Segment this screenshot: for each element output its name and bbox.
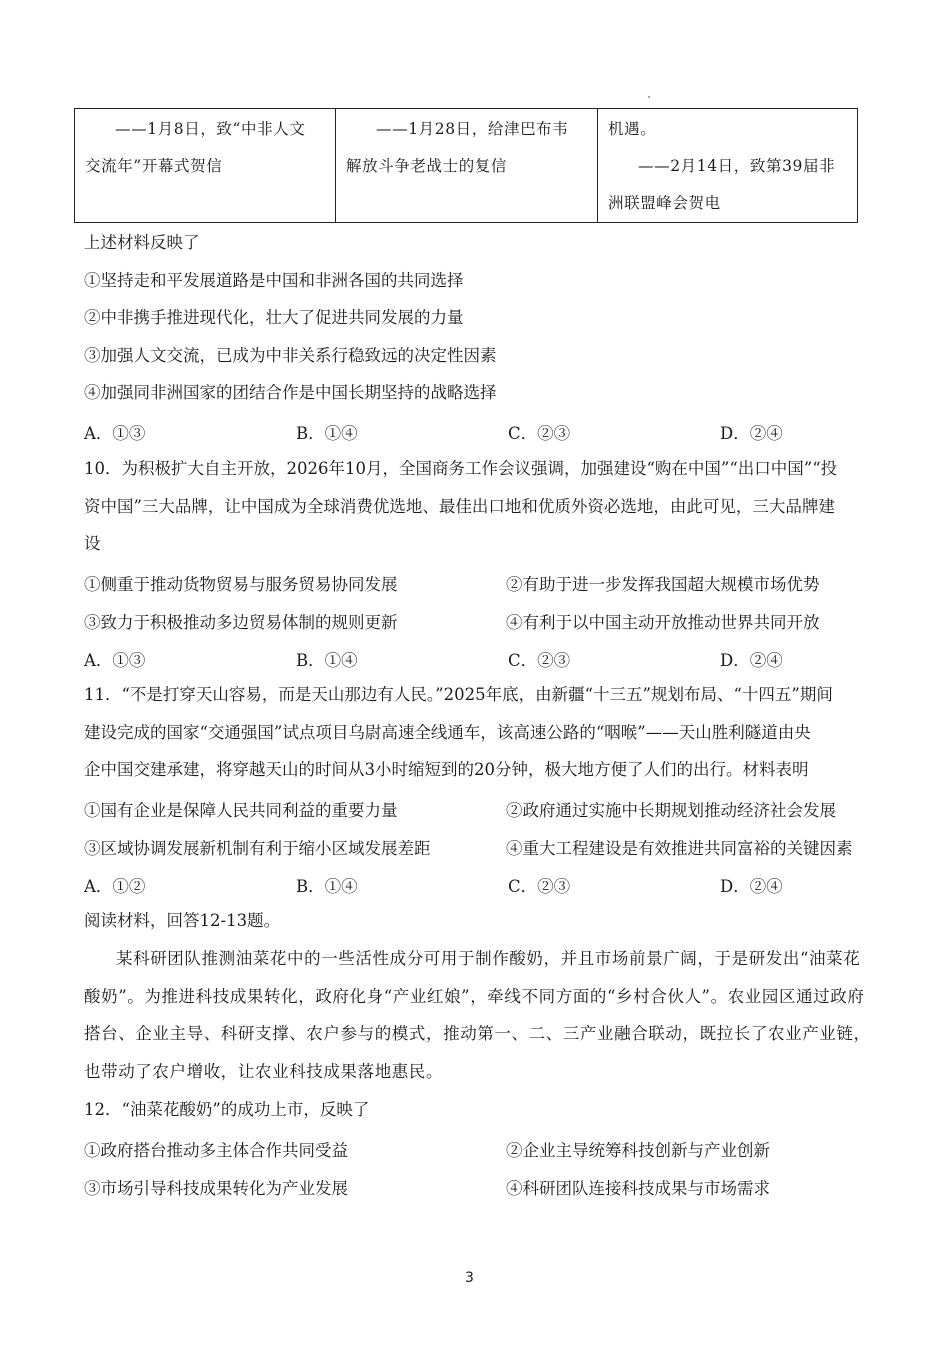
quote-line: ——1月8日，致“中非人文 xyxy=(115,120,306,138)
q9-option: ③加强人文交流，已成为中非关系行稳致远的决定性因素 xyxy=(84,346,497,365)
q11-option: ①国有企业是保障人民共同利益的重要力量 xyxy=(84,801,398,820)
quote-cell-2 xyxy=(336,109,598,222)
q10-options-row xyxy=(84,609,874,631)
choice-b: B．①④ xyxy=(296,424,358,443)
material-line: 搭台、企业主导、科研支撑、农户参与的模式，推动第一、二、三产业融合联动，既拉长了农业产业链， xyxy=(84,1024,871,1043)
quote-table xyxy=(74,108,858,223)
q9-option: ②中非携手推进现代化，壮大了促进共同发展的力量 xyxy=(84,308,464,327)
page-number: 3 xyxy=(465,1270,474,1286)
choice-c: C．②③ xyxy=(508,651,571,670)
quote-cell-3 xyxy=(598,109,857,222)
q10-option: ①侧重于推动货物贸易与服务贸易协同发展 xyxy=(84,575,398,594)
material-line: 也带动了农户增收，让农业科技成果落地惠民。 xyxy=(84,1062,444,1081)
material-line: 某科研团队推测油菜花中的一些活性成分可用于制作酸奶，并且市场前景广阔，于是研发出“油菜花 xyxy=(116,949,861,968)
q11-options-row xyxy=(84,835,874,857)
q12-options-row xyxy=(84,1137,874,1159)
q10-option: ③致力于积极推动多边贸易体制的规则更新 xyxy=(84,613,398,632)
q11-stem-line: 建设完成的国家“交通强国”试点项目乌尉高速全线通车，该高速公路的“咽喉”——天山胜利隧道由央 xyxy=(84,723,811,742)
scan-speck xyxy=(648,96,650,98)
q11-option: ④重大工程建设是有效推进共同富裕的关键因素 xyxy=(506,839,853,858)
quote-line: ——2月14日，致第39届非 xyxy=(638,157,836,175)
q10-choices xyxy=(84,647,864,669)
q11-option: ②政府通过实施中长期规划推动经济社会发展 xyxy=(506,801,836,820)
q9-option: ①坚持走和平发展道路是中国和非洲各国的共同选择 xyxy=(84,271,464,290)
q12-option: ③市场引导科技成果转化为产业发展 xyxy=(84,1179,348,1198)
choice-a: A．①③ xyxy=(84,424,146,443)
q12-stem: 12．“油菜花酸奶”的成功上市，反映了 xyxy=(84,1100,370,1119)
q11-options-row xyxy=(84,797,874,819)
q11-stem-line: 企中国交建承建，将穿越天山的时间从3小时缩短到的20分钟，极大地方便了人们的出行。材料表明 xyxy=(84,760,809,779)
material-line: 酸奶”。为推进科技成果转化，政府化身“产业红娘”，牵线不同方面的“乡村合伙人”。农业园区通过政府 xyxy=(84,987,865,1006)
choice-a: A．①② xyxy=(84,877,146,896)
quote-line: 交流年”开幕式贺信 xyxy=(85,157,223,175)
q11-stem-line: 11．“不是打穿天山容易，而是天山那边有人民。”2025年底，由新疆“十三五”规划布局、“十四五”期间 xyxy=(84,685,833,704)
choice-d: D．②④ xyxy=(720,877,783,896)
q9-choices xyxy=(84,420,864,442)
q11-option: ③区域协调发展新机制有利于缩小区域发展差距 xyxy=(84,839,431,858)
quote-line: ——1月28日，给津巴布韦 xyxy=(376,120,569,138)
quote-line: 机遇。 xyxy=(608,120,657,138)
q12-options-row xyxy=(84,1175,874,1197)
choice-a: A．①③ xyxy=(84,651,146,670)
quote-cell-1 xyxy=(75,109,336,222)
q10-stem-line: 设 xyxy=(84,534,101,553)
quote-line: 解放斗争老战士的复信 xyxy=(346,157,508,175)
q11-choices xyxy=(84,873,864,895)
q10-stem-line: 资中国”三大品牌，让中国成为全球消费优选地、最佳出口地和优质外资必选地，由此可见，三大品牌建 xyxy=(84,497,835,516)
q10-option: ④有利于以中国主动开放推动世界共同开放 xyxy=(506,613,820,632)
q10-stem-line: 10．为积极扩大自主开放，2026年10月，全国商务工作会议强调，加强建设“购在中国”“出口中国”“投 xyxy=(84,459,838,478)
q12-option: ②企业主导统筹科技创新与产业创新 xyxy=(506,1141,770,1160)
reading-intro: 阅读材料，回答12-13题。 xyxy=(84,911,281,930)
choice-b: B．①④ xyxy=(296,877,358,896)
choice-d: D．②④ xyxy=(720,424,783,443)
q10-options-row xyxy=(84,571,874,593)
quote-line: 洲联盟峰会贺电 xyxy=(608,194,721,212)
q12-option: ①政府搭台推动多主体合作共同受益 xyxy=(84,1141,348,1160)
q9-option: ④加强同非洲国家的团结合作是中国长期坚持的战略选择 xyxy=(84,383,497,402)
choice-c: C．②③ xyxy=(508,877,571,896)
q9-lead: 上述材料反映了 xyxy=(84,233,200,252)
q12-option: ④科研团队连接科技成果与市场需求 xyxy=(506,1179,770,1198)
choice-b: B．①④ xyxy=(296,651,358,670)
choice-d: D．②④ xyxy=(720,651,783,670)
choice-c: C．②③ xyxy=(508,424,571,443)
q10-option: ②有助于进一步发挥我国超大规模市场优势 xyxy=(506,575,820,594)
